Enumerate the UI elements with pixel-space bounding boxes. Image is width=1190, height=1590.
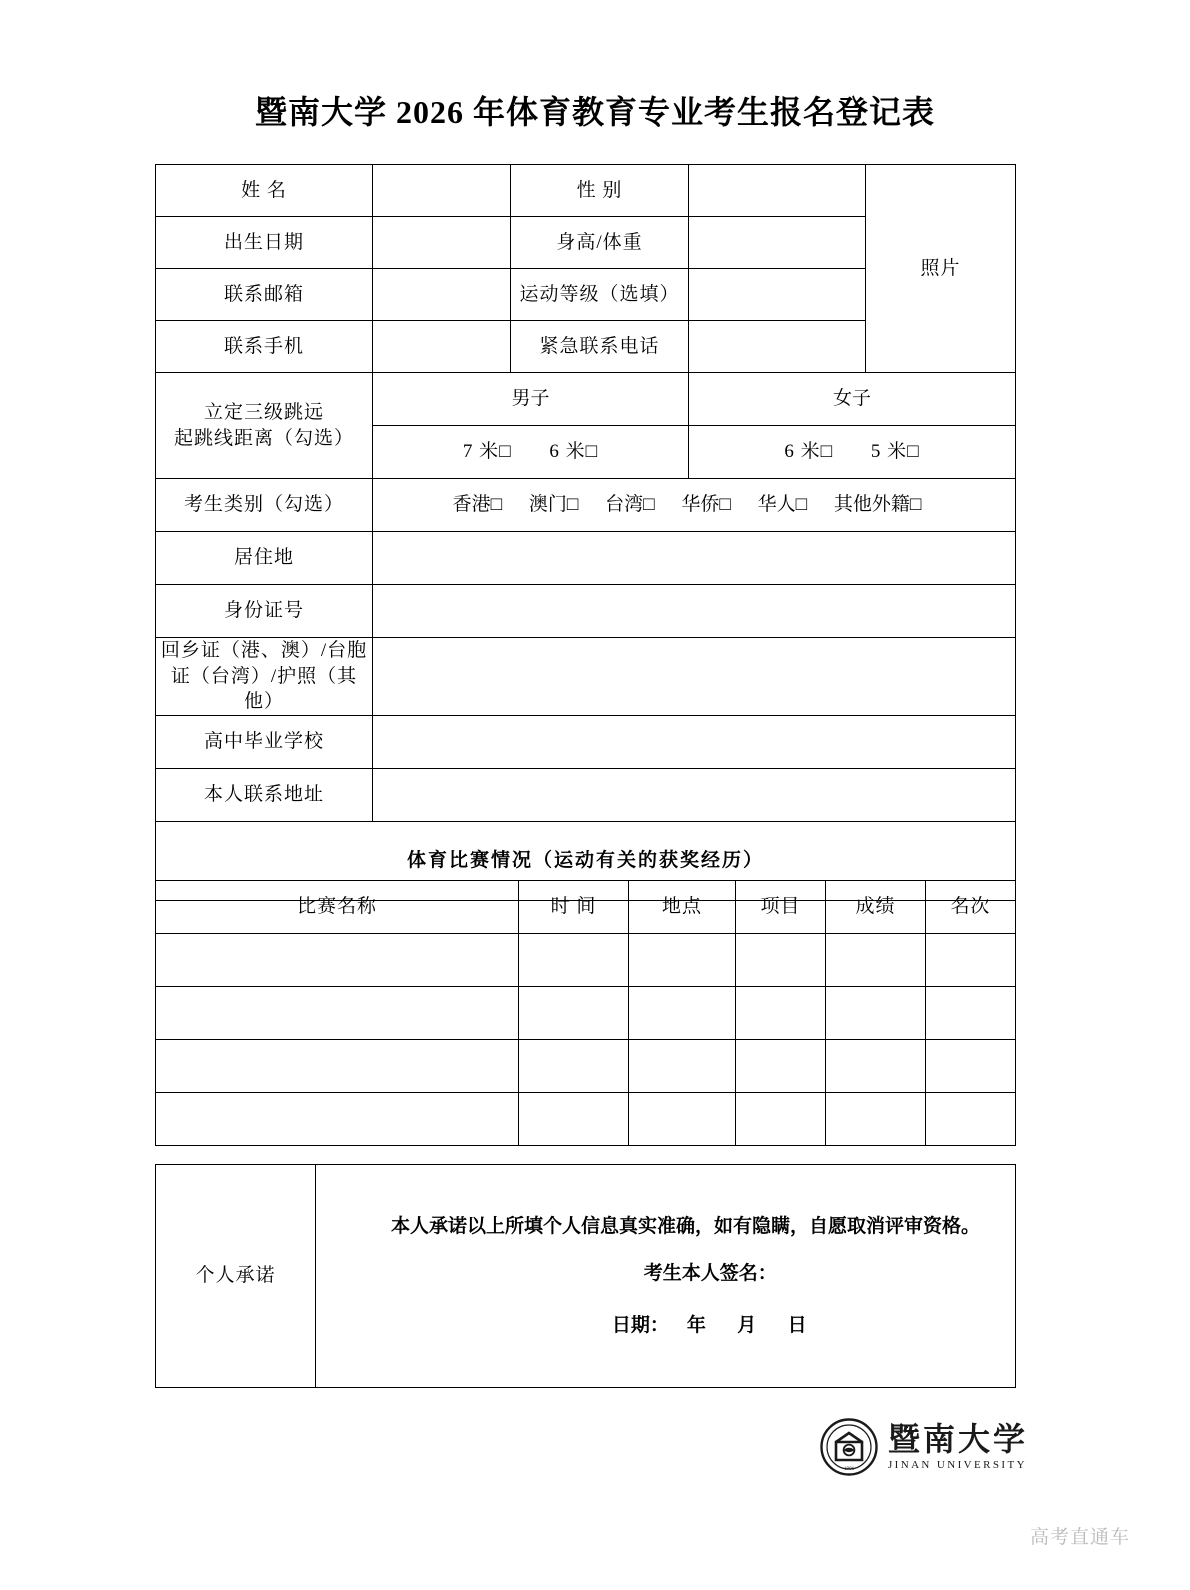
date-label: 日期： [611, 1314, 669, 1336]
watermark: 高考直通车 [1030, 1527, 1131, 1548]
field-location[interactable] [629, 987, 736, 1040]
id-number-grid-cell [373, 585, 1016, 638]
label-residence: 居住地 [156, 532, 373, 585]
registration-form-table [155, 164, 1016, 901]
field-address[interactable] [373, 768, 1016, 821]
table-row [156, 1040, 1016, 1093]
table-row [156, 768, 1016, 821]
field-sport-grade[interactable] [689, 269, 866, 321]
jump-male-header: 男子 [373, 373, 689, 426]
field-rank[interactable] [926, 1040, 1016, 1093]
competition-table [155, 880, 1016, 1146]
column-header-location: 地点 [629, 881, 736, 934]
commitment-text: 本人承诺以上所填个人信息真实准确，如有隐瞒，自愿取消评审资格。 [390, 1215, 980, 1237]
field-time[interactable] [519, 987, 629, 1040]
field-location[interactable] [629, 1040, 736, 1093]
commitment-table [155, 1164, 1016, 1388]
label-triple-jump-line1: 立定三级跳远 [203, 401, 324, 423]
university-logo [820, 1412, 1035, 1482]
column-header-event: 项目 [736, 881, 826, 934]
field-rank[interactable] [926, 987, 1016, 1040]
jump-female-header: 女子 [689, 373, 1016, 426]
jump-female-options [689, 426, 1016, 479]
table-row [156, 1093, 1016, 1146]
label-gender: 性 别 [511, 165, 689, 217]
label-id-number: 身份证号 [156, 585, 373, 638]
logo-name-en: JINAN UNIVERSITY [888, 1459, 1027, 1471]
field-rank[interactable] [926, 1093, 1016, 1146]
field-email[interactable] [373, 269, 511, 321]
label-travel-document-line1: 回乡证（港、澳）/台胞 [160, 640, 368, 661]
competition-header-row [156, 881, 1016, 934]
checkbox-category-macau[interactable]: 澳门□ [528, 494, 579, 516]
label-travel-document [156, 638, 373, 716]
signature-label[interactable]: 考生本人签名： [643, 1263, 777, 1285]
table-row [156, 373, 1016, 426]
checkbox-category-taiwan[interactable]: 台湾□ [605, 494, 655, 516]
competition-section-title: 体育比赛情况（运动有关的获奖经历） [156, 821, 1016, 900]
field-result[interactable] [826, 1093, 926, 1146]
commitment-content [316, 1165, 1016, 1388]
column-header-time: 时 间 [519, 881, 629, 934]
label-name: 姓 名 [156, 165, 373, 217]
table-row [156, 715, 1016, 768]
field-event[interactable] [736, 1093, 826, 1146]
label-travel-document-line2: 证（台湾）/护照（其他） [170, 665, 358, 713]
date-day-label: 日 [787, 1314, 807, 1336]
field-emergency-phone[interactable] [689, 321, 866, 373]
label-sport-grade: 运动等级（选填） [511, 269, 689, 321]
label-emergency-phone: 紧急联系电话 [511, 321, 689, 373]
candidate-category-options [373, 479, 1016, 532]
checkbox-category-hongkong[interactable]: 香港□ [452, 494, 503, 516]
column-header-result: 成绩 [826, 881, 926, 934]
table-row [156, 165, 1016, 217]
label-triple-jump-line2: 起跳线距离（勾选） [173, 427, 354, 449]
field-rank[interactable] [926, 934, 1016, 987]
field-result[interactable] [826, 1040, 926, 1093]
checkbox-category-other-foreign[interactable]: 其他外籍□ [833, 494, 922, 516]
field-result[interactable] [826, 934, 926, 987]
label-triple-jump [156, 373, 373, 479]
commitment-row [156, 1165, 1016, 1388]
field-result[interactable] [826, 987, 926, 1040]
logo-name-cn: 暨南大学 [888, 1421, 1029, 1457]
table-row [156, 934, 1016, 987]
field-location[interactable] [629, 1093, 736, 1146]
table-row [156, 585, 1016, 638]
label-birthdate: 出生日期 [156, 217, 373, 269]
label-height-weight: 身高/体重 [511, 217, 689, 269]
jump-male-options [373, 426, 689, 479]
field-event[interactable] [736, 934, 826, 987]
field-event[interactable] [736, 987, 826, 1040]
field-location[interactable] [629, 934, 736, 987]
svg-text:1906: 1906 [844, 1467, 854, 1472]
label-mobile: 联系手机 [156, 321, 373, 373]
label-high-school: 高中毕业学校 [156, 715, 373, 768]
field-competition-name[interactable] [156, 934, 519, 987]
column-header-competition-name: 比赛名称 [156, 881, 519, 934]
page-title: 暨南大学 2026 年体育教育专业考生报名登记表 [254, 94, 935, 130]
label-candidate-category: 考生类别（勾选） [156, 479, 373, 532]
field-time[interactable] [519, 934, 629, 987]
field-time[interactable] [519, 1040, 629, 1093]
checkbox-category-ethnic-chinese[interactable]: 华人□ [757, 494, 808, 516]
field-gender[interactable] [689, 165, 866, 217]
table-row [156, 987, 1016, 1040]
field-high-school[interactable] [373, 715, 1016, 768]
date-line [334, 1313, 999, 1339]
column-header-rank: 名次 [926, 881, 1016, 934]
field-birthdate[interactable] [373, 217, 511, 269]
field-mobile[interactable] [373, 321, 511, 373]
label-personal-commitment: 个人承诺 [156, 1165, 316, 1388]
field-competition-name[interactable] [156, 1093, 519, 1146]
field-height-weight[interactable] [689, 217, 866, 269]
checkbox-male-6m[interactable]: 6 米□ [549, 441, 599, 463]
university-seal-icon [820, 1418, 878, 1476]
date-fields[interactable] [674, 1313, 820, 1339]
label-email: 联系邮箱 [156, 269, 373, 321]
date-year-label: 年 [686, 1314, 706, 1336]
photo-placeholder[interactable]: 照片 [866, 165, 1016, 373]
field-residence[interactable] [373, 532, 1016, 585]
table-row [156, 638, 1016, 716]
date-month-label: 月 [737, 1314, 757, 1336]
checkbox-category-overseas-chinese[interactable]: 华侨□ [681, 494, 731, 516]
checkbox-male-7m[interactable]: 7 米□ [462, 441, 512, 463]
logo-wordmark [888, 1423, 1028, 1471]
field-competition-name[interactable] [156, 1040, 519, 1093]
field-time[interactable] [519, 1093, 629, 1146]
field-name[interactable] [373, 165, 511, 217]
field-competition-name[interactable] [156, 987, 519, 1040]
checkbox-female-6m[interactable]: 6 米□ [784, 441, 834, 463]
table-row [156, 532, 1016, 585]
table-row [156, 479, 1016, 532]
travel-document-grid-cell [373, 638, 1016, 716]
checkbox-female-5m[interactable]: 5 米□ [870, 441, 920, 463]
field-event[interactable] [736, 1040, 826, 1093]
label-address: 本人联系地址 [156, 768, 373, 821]
